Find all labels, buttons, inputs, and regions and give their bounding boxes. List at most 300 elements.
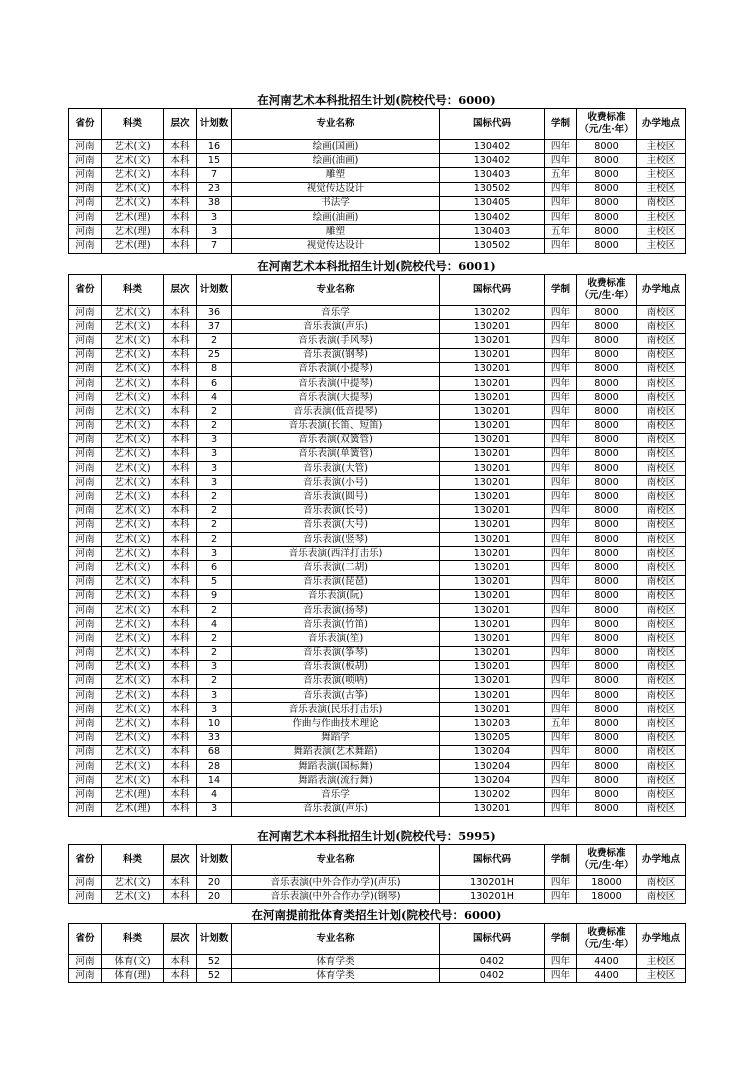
cell-campus: 主校区 (637, 969, 686, 983)
cell-fee: 8000 (577, 320, 637, 334)
cell-level: 本科 (164, 182, 197, 196)
cell-plan-count: 15 (197, 154, 232, 168)
cell-code: 130502 (440, 239, 545, 253)
header-province: 省份 (69, 845, 102, 876)
cell-code: 130202 (440, 306, 545, 320)
cell-level: 本科 (164, 788, 197, 802)
cell-category: 艺术(文) (102, 646, 164, 660)
cell-level: 本科 (164, 504, 197, 518)
cell-campus: 南校区 (637, 589, 686, 603)
cell-major-name: 音乐表演(琵琶) (232, 575, 440, 589)
cell-fee: 8000 (577, 476, 637, 490)
cell-plan-count: 2 (197, 405, 232, 419)
cell-campus: 南校区 (637, 405, 686, 419)
cell-duration: 四年 (545, 391, 577, 405)
cell-code: 130201 (440, 462, 545, 476)
cell-fee: 8000 (577, 547, 637, 561)
cell-province: 河南 (69, 745, 102, 759)
cell-major-name: 音乐表演(圆号) (232, 490, 440, 504)
cell-code: 130502 (440, 182, 545, 196)
cell-province: 河南 (69, 890, 102, 904)
cell-level: 本科 (164, 969, 197, 983)
cell-major-name: 绘画(国画) (232, 140, 440, 154)
cell-campus: 主校区 (637, 140, 686, 154)
cell-province: 河南 (69, 154, 102, 168)
cell-level: 本科 (164, 955, 197, 969)
cell-fee: 8000 (577, 632, 637, 646)
cell-category: 艺术(文) (102, 547, 164, 561)
table-row (69, 731, 686, 745)
cell-fee: 8000 (577, 518, 637, 532)
cell-province: 河南 (69, 547, 102, 561)
cell-category: 艺术(文) (102, 320, 164, 334)
table-row (69, 745, 686, 759)
table-row (69, 362, 686, 376)
cell-province: 河南 (69, 376, 102, 390)
cell-level: 本科 (164, 462, 197, 476)
cell-level: 本科 (164, 674, 197, 688)
cell-code: 130201 (440, 632, 545, 646)
cell-category: 艺术(文) (102, 760, 164, 774)
table-row (69, 462, 686, 476)
cell-code: 130204 (440, 774, 545, 788)
cell-province: 河南 (69, 760, 102, 774)
cell-campus: 南校区 (637, 689, 686, 703)
header-duration: 学制 (545, 924, 577, 955)
header-code: 国标代码 (440, 109, 545, 140)
cell-province: 河南 (69, 320, 102, 334)
cell-plan-count: 4 (197, 618, 232, 632)
cell-duration: 四年 (545, 210, 577, 224)
cell-category: 艺术(文) (102, 348, 164, 362)
cell-duration: 四年 (545, 348, 577, 362)
table-row (69, 447, 686, 461)
cell-campus: 南校区 (637, 306, 686, 320)
cell-major-name: 音乐表演(双簧管) (232, 433, 440, 447)
cell-category: 艺术(文) (102, 774, 164, 788)
cell-duration: 五年 (545, 225, 577, 239)
cell-province: 河南 (69, 603, 102, 617)
header-plan-count: 计划数 (197, 275, 232, 306)
table-row (69, 533, 686, 547)
cell-duration: 四年 (545, 433, 577, 447)
table-row (69, 419, 686, 433)
cell-fee: 8000 (577, 391, 637, 405)
cell-duration: 四年 (545, 419, 577, 433)
cell-major-name: 音乐表演(二胡) (232, 561, 440, 575)
cell-province: 河南 (69, 182, 102, 196)
cell-major-name: 舞蹈学 (232, 731, 440, 745)
cell-major-name: 视觉传达设计 (232, 182, 440, 196)
cell-code: 130201 (440, 433, 545, 447)
cell-province: 河南 (69, 955, 102, 969)
header-fee: 收费标准（元/生·年） (577, 109, 637, 140)
cell-level: 本科 (164, 774, 197, 788)
cell-duration: 四年 (545, 376, 577, 390)
cell-major-name: 音乐表演(大号) (232, 518, 440, 532)
cell-code: 130201 (440, 802, 545, 816)
cell-major-name: 音乐表演(单簧管) (232, 447, 440, 461)
cell-category: 艺术(文) (102, 376, 164, 390)
cell-province: 河南 (69, 575, 102, 589)
cell-code: 130201 (440, 447, 545, 461)
cell-level: 本科 (164, 140, 197, 154)
header-plan-count: 计划数 (197, 109, 232, 140)
table-row (69, 196, 686, 210)
cell-code: 130201 (440, 646, 545, 660)
cell-duration: 四年 (545, 703, 577, 717)
cell-level: 本科 (164, 334, 197, 348)
cell-duration: 五年 (545, 717, 577, 731)
cell-category: 艺术(文) (102, 405, 164, 419)
table-row (69, 490, 686, 504)
cell-plan-count: 2 (197, 603, 232, 617)
section-title: 在河南艺术本科批招生计划(院校代号：6000) (257, 93, 496, 107)
cell-category: 艺术(文) (102, 196, 164, 210)
cell-fee: 8000 (577, 603, 637, 617)
cell-plan-count: 6 (197, 561, 232, 575)
cell-category: 艺术(理) (102, 239, 164, 253)
header-code: 国标代码 (440, 845, 545, 876)
cell-campus: 南校区 (637, 774, 686, 788)
cell-category: 艺术(文) (102, 561, 164, 575)
cell-province: 河南 (69, 462, 102, 476)
cell-fee: 8000 (577, 348, 637, 362)
cell-plan-count: 52 (197, 955, 232, 969)
cell-category: 艺术(文) (102, 689, 164, 703)
cell-duration: 四年 (545, 362, 577, 376)
cell-code: 0402 (440, 969, 545, 983)
table-row (69, 674, 686, 688)
cell-major-name: 音乐表演(声乐) (232, 320, 440, 334)
cell-level: 本科 (164, 802, 197, 816)
cell-plan-count: 38 (197, 196, 232, 210)
cell-fee: 8000 (577, 405, 637, 419)
cell-campus: 南校区 (637, 391, 686, 405)
cell-level: 本科 (164, 196, 197, 210)
cell-code: 130201 (440, 561, 545, 575)
cell-category: 艺术(文) (102, 660, 164, 674)
cell-plan-count: 2 (197, 419, 232, 433)
cell-duration: 四年 (545, 632, 577, 646)
cell-fee: 8000 (577, 239, 637, 253)
cell-fee: 8000 (577, 689, 637, 703)
plan-table-6000-sports (68, 923, 685, 983)
cell-category: 艺术(理) (102, 225, 164, 239)
cell-fee: 8000 (577, 774, 637, 788)
cell-level: 本科 (164, 362, 197, 376)
table-row (69, 646, 686, 660)
cell-plan-count: 3 (197, 703, 232, 717)
cell-category: 艺术(文) (102, 533, 164, 547)
cell-campus: 主校区 (637, 225, 686, 239)
cell-major-name: 视觉传达设计 (232, 239, 440, 253)
table-row (69, 689, 686, 703)
cell-fee: 8000 (577, 589, 637, 603)
cell-campus: 南校区 (637, 320, 686, 334)
cell-level: 本科 (164, 447, 197, 461)
cell-plan-count: 2 (197, 504, 232, 518)
cell-code: 130201 (440, 603, 545, 617)
cell-code: 130403 (440, 225, 545, 239)
table-header (69, 845, 686, 876)
cell-code: 130201 (440, 518, 545, 532)
table-row (69, 788, 686, 802)
header-major-name: 专业名称 (232, 845, 440, 876)
cell-category: 艺术(文) (102, 603, 164, 617)
cell-plan-count: 3 (197, 802, 232, 816)
cell-province: 河南 (69, 876, 102, 890)
cell-category: 艺术(文) (102, 306, 164, 320)
cell-province: 河南 (69, 239, 102, 253)
cell-fee: 8000 (577, 154, 637, 168)
header-category: 科类 (102, 275, 164, 306)
cell-category: 艺术(文) (102, 745, 164, 759)
cell-fee: 8000 (577, 703, 637, 717)
cell-code: 130201 (440, 589, 545, 603)
header-plan-count: 计划数 (197, 845, 232, 876)
cell-category: 体育(理) (102, 969, 164, 983)
cell-category: 艺术(文) (102, 419, 164, 433)
cell-province: 河南 (69, 689, 102, 703)
cell-duration: 四年 (545, 890, 577, 904)
table-row (69, 154, 686, 168)
table-row (69, 603, 686, 617)
cell-category: 艺术(文) (102, 154, 164, 168)
cell-duration: 四年 (545, 575, 577, 589)
table-row (69, 547, 686, 561)
cell-plan-count: 2 (197, 334, 232, 348)
cell-duration: 四年 (545, 154, 577, 168)
cell-level: 本科 (164, 876, 197, 890)
cell-major-name: 音乐表演(板胡) (232, 660, 440, 674)
table-header (69, 109, 686, 140)
header-level: 层次 (164, 109, 197, 140)
cell-fee: 8000 (577, 334, 637, 348)
cell-province: 河南 (69, 196, 102, 210)
table-row (69, 518, 686, 532)
cell-plan-count: 2 (197, 632, 232, 646)
cell-fee: 8000 (577, 182, 637, 196)
cell-code: 130201 (440, 376, 545, 390)
cell-campus: 南校区 (637, 462, 686, 476)
cell-fee: 8000 (577, 760, 637, 774)
cell-province: 河南 (69, 140, 102, 154)
cell-level: 本科 (164, 660, 197, 674)
cell-duration: 四年 (545, 533, 577, 547)
cell-code: 130201 (440, 320, 545, 334)
cell-major-name: 音乐表演(笙) (232, 632, 440, 646)
cell-fee: 4400 (577, 969, 637, 983)
cell-fee: 8000 (577, 490, 637, 504)
cell-code: 130201 (440, 334, 545, 348)
cell-plan-count: 28 (197, 760, 232, 774)
cell-fee: 8000 (577, 731, 637, 745)
cell-category: 艺术(理) (102, 788, 164, 802)
cell-plan-count: 3 (197, 433, 232, 447)
cell-major-name: 音乐表演(小号) (232, 476, 440, 490)
cell-campus: 南校区 (637, 362, 686, 376)
cell-duration: 四年 (545, 760, 577, 774)
cell-level: 本科 (164, 632, 197, 646)
section-title: 在河南艺术本科批招生计划(院校代号：5995) (257, 829, 496, 843)
header-campus: 办学地点 (637, 924, 686, 955)
cell-category: 艺术(文) (102, 731, 164, 745)
cell-campus: 南校区 (637, 674, 686, 688)
cell-major-name: 音乐表演(大提琴) (232, 391, 440, 405)
table-row (69, 876, 686, 890)
table-row (69, 589, 686, 603)
cell-level: 本科 (164, 225, 197, 239)
table-header (69, 275, 686, 306)
cell-plan-count: 2 (197, 518, 232, 532)
cell-category: 艺术(文) (102, 362, 164, 376)
cell-province: 河南 (69, 476, 102, 490)
cell-plan-count: 52 (197, 969, 232, 983)
cell-plan-count: 7 (197, 239, 232, 253)
cell-category: 艺术(文) (102, 876, 164, 890)
cell-duration: 四年 (545, 774, 577, 788)
cell-level: 本科 (164, 533, 197, 547)
cell-plan-count: 5 (197, 575, 232, 589)
cell-code: 130201 (440, 547, 545, 561)
cell-province: 河南 (69, 447, 102, 461)
cell-province: 河南 (69, 618, 102, 632)
cell-province: 河南 (69, 674, 102, 688)
cell-category: 艺术(文) (102, 168, 164, 182)
cell-level: 本科 (164, 168, 197, 182)
table-row (69, 703, 686, 717)
cell-duration: 四年 (545, 320, 577, 334)
header-level: 层次 (164, 845, 197, 876)
cell-duration: 四年 (545, 462, 577, 476)
cell-province: 河南 (69, 405, 102, 419)
cell-province: 河南 (69, 646, 102, 660)
cell-major-name: 音乐表演(手风琴) (232, 334, 440, 348)
cell-campus: 南校区 (637, 646, 686, 660)
cell-level: 本科 (164, 320, 197, 334)
cell-major-name: 体育学类 (232, 969, 440, 983)
cell-major-name: 音乐表演(民乐打击乐) (232, 703, 440, 717)
cell-plan-count: 2 (197, 533, 232, 547)
cell-major-name: 音乐表演(中外合作办学)(钢琴) (232, 890, 440, 904)
cell-province: 河南 (69, 561, 102, 575)
header-code: 国标代码 (440, 275, 545, 306)
cell-fee: 8000 (577, 447, 637, 461)
cell-duration: 四年 (545, 196, 577, 210)
cell-duration: 四年 (545, 490, 577, 504)
cell-major-name: 音乐表演(中外合作办学)(声乐) (232, 876, 440, 890)
cell-province: 河南 (69, 774, 102, 788)
header-major-name: 专业名称 (232, 924, 440, 955)
cell-category: 艺术(文) (102, 462, 164, 476)
cell-duration: 四年 (545, 618, 577, 632)
cell-major-name: 音乐表演(阮) (232, 589, 440, 603)
cell-campus: 南校区 (637, 618, 686, 632)
cell-duration: 四年 (545, 731, 577, 745)
table-row (69, 433, 686, 447)
cell-duration: 四年 (545, 405, 577, 419)
cell-fee: 8000 (577, 646, 637, 660)
table-row (69, 774, 686, 788)
cell-campus: 南校区 (637, 547, 686, 561)
cell-category: 艺术(文) (102, 703, 164, 717)
header-province: 省份 (69, 275, 102, 306)
cell-campus: 南校区 (637, 334, 686, 348)
cell-campus: 南校区 (637, 802, 686, 816)
cell-code: 130201 (440, 405, 545, 419)
cell-fee: 8000 (577, 788, 637, 802)
cell-code: 130201 (440, 419, 545, 433)
header-code: 国标代码 (440, 924, 545, 955)
cell-duration: 四年 (545, 518, 577, 532)
cell-code: 130201 (440, 490, 545, 504)
table-row (69, 140, 686, 154)
header-level: 层次 (164, 275, 197, 306)
cell-fee: 18000 (577, 890, 637, 904)
cell-level: 本科 (164, 561, 197, 575)
cell-duration: 四年 (545, 476, 577, 490)
header-duration: 学制 (545, 275, 577, 306)
cell-level: 本科 (164, 476, 197, 490)
cell-fee: 8000 (577, 419, 637, 433)
table-row (69, 320, 686, 334)
cell-plan-count: 3 (197, 225, 232, 239)
cell-level: 本科 (164, 646, 197, 660)
cell-campus: 南校区 (637, 476, 686, 490)
cell-province: 河南 (69, 419, 102, 433)
cell-code: 130201H (440, 876, 545, 890)
cell-fee: 8000 (577, 210, 637, 224)
cell-major-name: 音乐表演(古筝) (232, 689, 440, 703)
cell-plan-count: 14 (197, 774, 232, 788)
cell-major-name: 雕塑 (232, 168, 440, 182)
cell-campus: 南校区 (637, 632, 686, 646)
header-major-name: 专业名称 (232, 109, 440, 140)
cell-plan-count: 4 (197, 391, 232, 405)
cell-category: 艺术(文) (102, 182, 164, 196)
cell-plan-count: 3 (197, 689, 232, 703)
cell-level: 本科 (164, 745, 197, 759)
cell-major-name: 舞蹈表演(国标舞) (232, 760, 440, 774)
cell-province: 河南 (69, 210, 102, 224)
cell-fee: 4400 (577, 955, 637, 969)
table-row (69, 391, 686, 405)
cell-duration: 四年 (545, 876, 577, 890)
cell-fee: 18000 (577, 876, 637, 890)
cell-campus: 南校区 (637, 760, 686, 774)
cell-code: 130204 (440, 760, 545, 774)
cell-category: 艺术(文) (102, 518, 164, 532)
cell-campus: 南校区 (637, 876, 686, 890)
cell-duration: 四年 (545, 660, 577, 674)
cell-code: 130201 (440, 348, 545, 362)
header-major-name: 专业名称 (232, 275, 440, 306)
header-campus: 办学地点 (637, 109, 686, 140)
cell-plan-count: 3 (197, 447, 232, 461)
header-fee: 收费标准（元/生·年） (577, 845, 637, 876)
cell-category: 艺术(文) (102, 575, 164, 589)
cell-duration: 四年 (545, 140, 577, 154)
header-category: 科类 (102, 845, 164, 876)
cell-campus: 南校区 (637, 890, 686, 904)
cell-code: 130402 (440, 154, 545, 168)
table-row (69, 182, 686, 196)
cell-duration: 四年 (545, 745, 577, 759)
cell-campus: 南校区 (637, 490, 686, 504)
cell-major-name: 音乐表演(西洋打击乐) (232, 547, 440, 561)
cell-plan-count: 33 (197, 731, 232, 745)
